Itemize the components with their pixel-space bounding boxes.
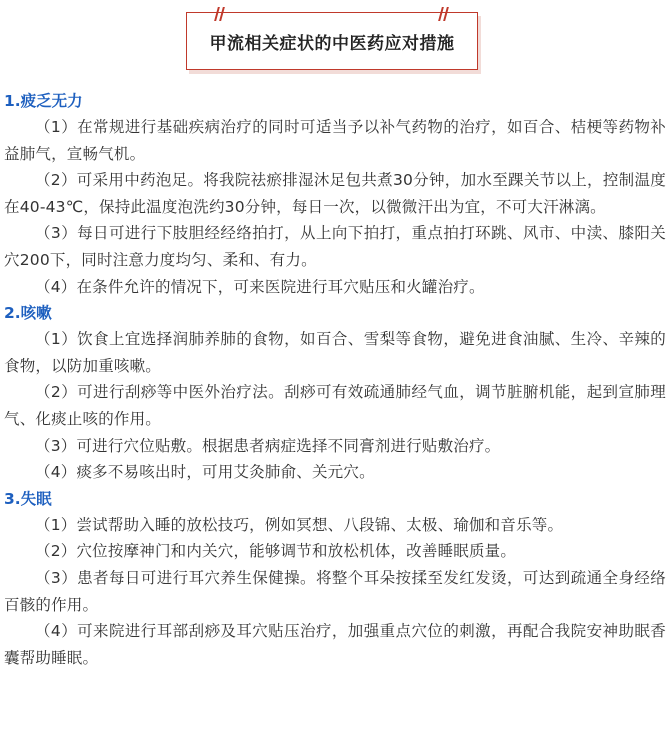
paragraph: （4）可来院进行耳部刮痧及耳穴贴压治疗，加强重点穴位的刺激，再配合我院安神助眠香囊帮助睡眠。 — [4, 622, 666, 667]
section-heading: 3.失眠 — [4, 489, 52, 508]
double-slash-decoration-right — [438, 7, 450, 21]
paragraph: （4）在条件允许的情况下，可来医院进行耳穴贴压和火罐治疗。 — [35, 277, 485, 296]
section-heading: 2.咳嗽 — [4, 304, 52, 323]
article-body — [4, 88, 666, 671]
paragraph: （3）患者每日可进行耳穴养生保健操。将整个耳朵按揉至发红发烫，可达到疏通全身经络百骸的作用。 — [4, 568, 666, 614]
paragraph: （3）可进行穴位贴敷。根据患者病症选择不同膏剂进行贴敷治疗。 — [35, 436, 501, 455]
paragraph: （3）每日可进行下肢胆经经络拍打，从上向下拍打，重点拍打环跳、风市、中渎、膝阳关穴200下，同时注意力度均匀、柔和、有力。 — [4, 224, 666, 269]
section-cough — [4, 300, 666, 486]
paragraph: （2）穴位按摩神门和内关穴，能够调节和放松机体，改善睡眠质量。 — [35, 542, 517, 561]
paragraph: （4）痰多不易咳出时，可用艾灸肺俞、关元穴。 — [35, 463, 375, 482]
page-title: 甲流相关症状的中医药应对措施 — [209, 33, 455, 54]
paragraph: （1）尝试帮助入睡的放松技巧，例如冥想、八段锦、太极、瑜伽和音乐等。 — [35, 515, 564, 534]
section-insomnia — [4, 486, 666, 672]
section-heading: 1.疲乏无力 — [4, 92, 83, 110]
paragraph: （2）可采用中药泡足。将我院祛瘀排湿沐足包共煮30分钟，加水至踝关节以上，控制温度在40-43℃，保持此温度泡洗约30分钟，每日一次，以微微汗出为宜，不可大汗淋漓。 — [4, 171, 666, 216]
paragraph: （2）可进行刮痧等中医外治疗法。刮痧可有效疏通肺经气血，调节脏腑机能，起到宣肺理气、化痰止咳的作用。 — [4, 383, 666, 428]
paragraph: （1）在常规进行基础疾病治疗的同时可适当予以补气药物的治疗，如百合、桔梗等药物补益肺气，宣畅气机。 — [4, 118, 666, 163]
title-banner — [186, 12, 482, 72]
title-box — [186, 12, 478, 70]
paragraph: （1）饮食上宜选择润肺养肺的食物，如百合、雪梨等食物，避免进食油腻、生冷、辛辣的食物，以防加重咳嗽。 — [4, 330, 666, 375]
section-fatigue — [4, 88, 666, 300]
double-slash-decoration-left — [214, 7, 226, 21]
